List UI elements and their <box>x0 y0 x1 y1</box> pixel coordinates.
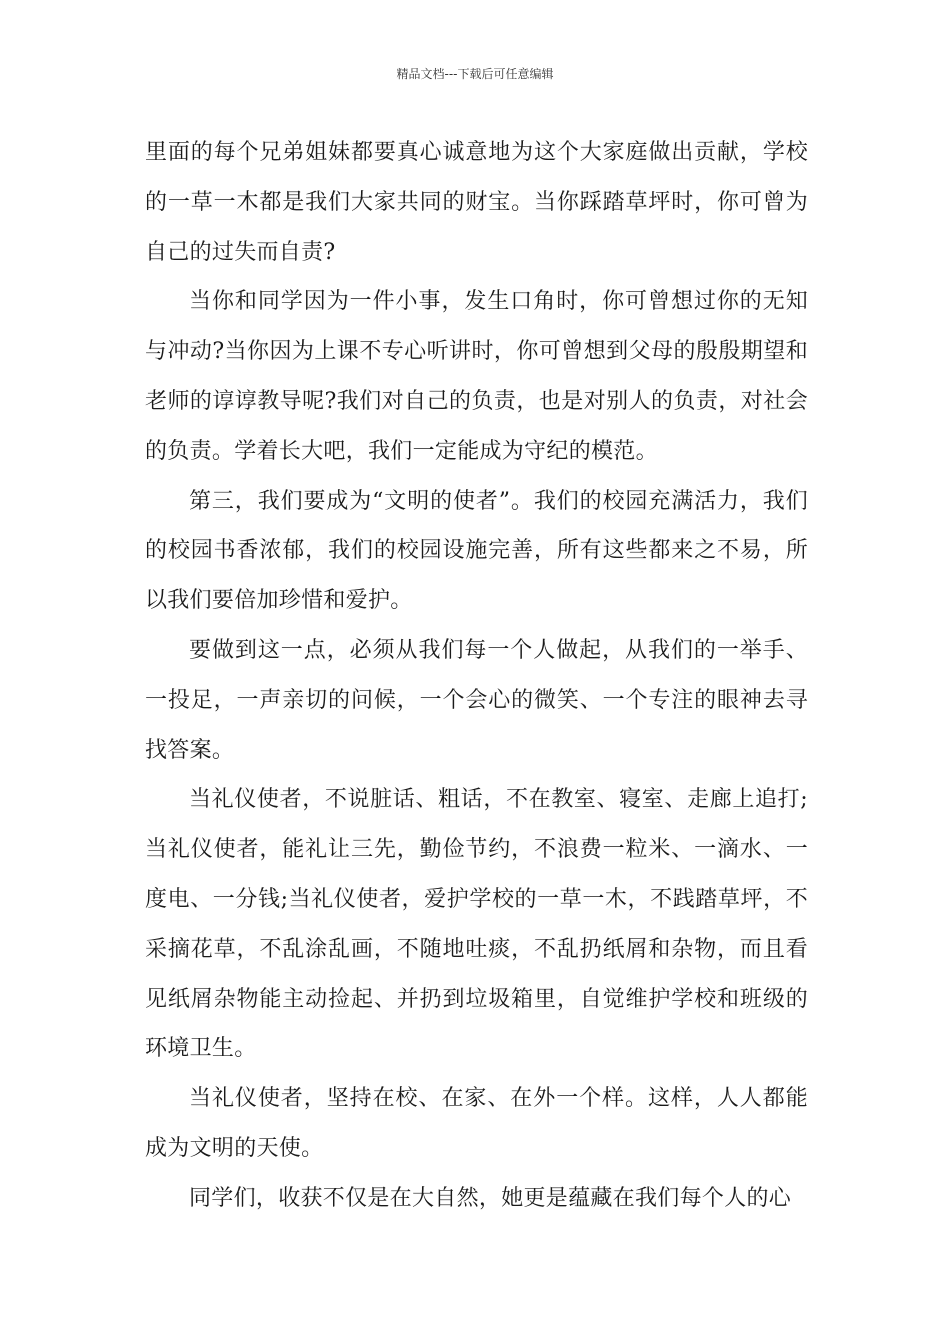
paragraph: 当你和同学因为一件小事，发生口角时，你可曾想过你的无知与冲动?当你因为上课不专心听讲时，你可曾想到父母的殷殷期望和老师的谆谆教导呢?我们对自己的负责，也是对别人的负责，对社会的负责。学着长大吧，我们一定能成为守纪的模范。 <box>145 289 808 464</box>
paragraph: 当礼仪使者，不说脏话、粗话，不在教室、寝室、走廊上追打;当礼仪使者，能礼让三先，勤俭节约，不浪费一粒米、一滴水、一度电、一分钱;当礼仪使者，爱护学校的一草一木，不践踏草坪，不采摘花草，不乱涂乱画，不随地吐痰，不乱扔纸屑和杂物，而且看见纸屑杂物能主动捡起、并扔到垃圾箱里，自觉维护学校和班级的环境卫生。 <box>145 787 808 1062</box>
document-body <box>145 128 808 1224</box>
paragraph: 第三，我们要成为“文明的使者”。我们的校园充满活力，我们的校园书香浓郁，我们的校园设施完善，所有这些都来之不易，所以我们要倍加珍惜和爱护。 <box>145 488 808 614</box>
paragraph: 同学们，收获不仅是在大自然，她更是蕴藏在我们每个人的心 <box>189 1185 792 1211</box>
page-header: 精品文档---下载后可任意编辑 <box>396 67 554 81</box>
paragraph: 当礼仪使者，坚持在校、在家、在外一个样。这样，人人都能成为文明的天使。 <box>145 1086 808 1161</box>
paragraph: 里面的每个兄弟姐妹都要真心诚意地为这个大家庭做出贡献，学校的一草一木都是我们大家共同的财宝。当你踩踏草坪时，你可曾为自己的过失而自责? <box>145 140 808 265</box>
paragraph: 要做到这一点，必须从我们每一个人做起，从我们的一举手、一投足，一声亲切的问候，一个会心的微笑、一个专注的眼神去寻找答案。 <box>145 637 808 763</box>
